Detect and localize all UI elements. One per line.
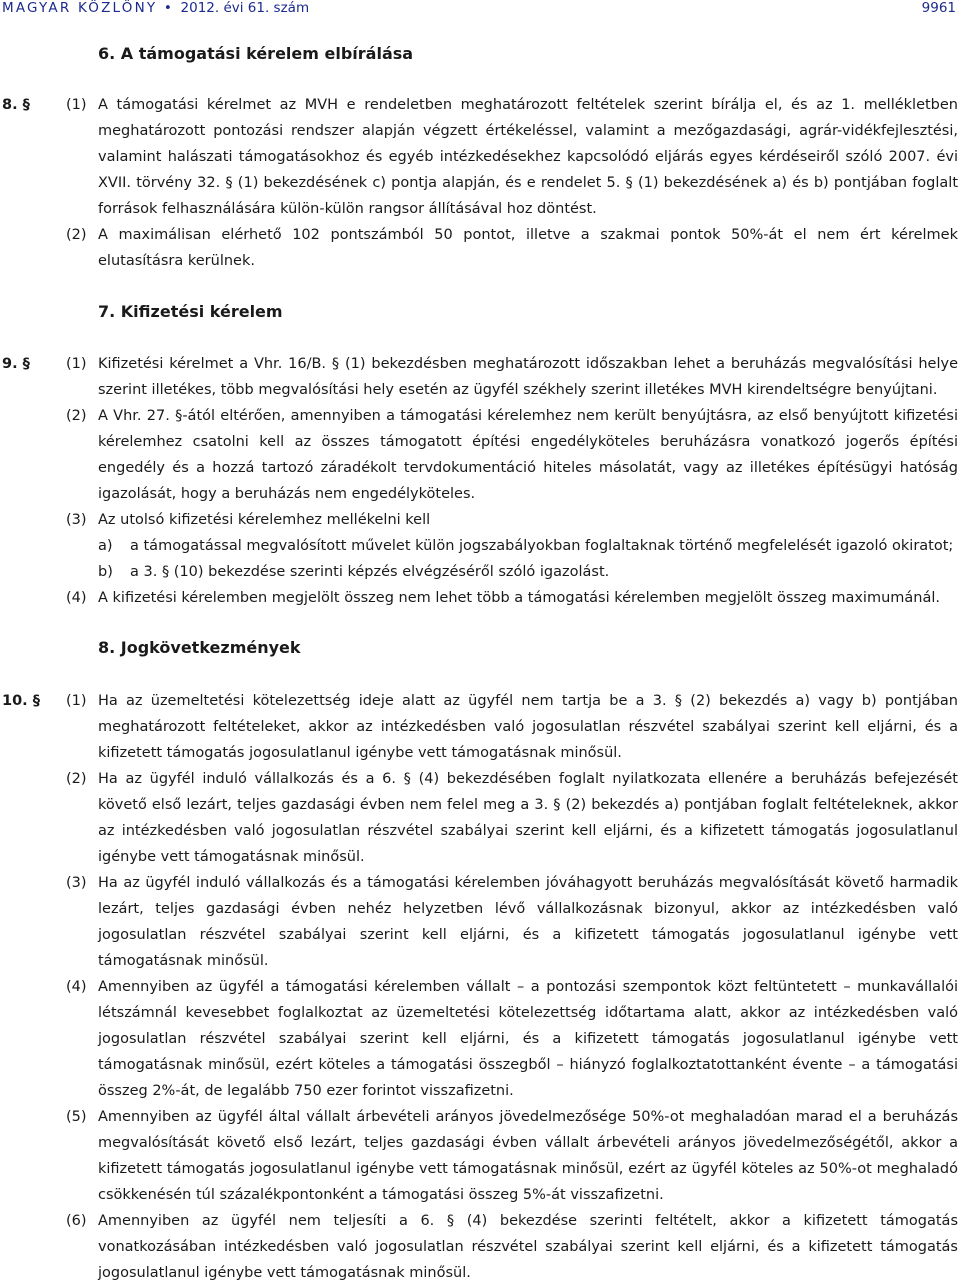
running-header — [2, 0, 309, 16]
paragraph-9-1-text: Kifizetési kérelmet a Vhr. 16/B. § (1) bekezdésben meghatározott időszakban lehet a beruházás megvalósítási helye szerint illetékes, több megvalósítási hely esetén az ügyfél székhely szerint illetékes MVH kirendeltségre benyújtani. — [98, 356, 958, 398]
list-item-a-text: a támogatással megvalósított művelet külön jogszabályokban foglaltaknak történő megfelelését igazoló okiratot; — [130, 538, 954, 554]
subsection-number: (3) — [66, 512, 87, 528]
section-title-6: 6. A támogatási kérelem elbírálása — [98, 44, 414, 63]
paragraph-number-8: 8. § — [2, 97, 30, 113]
subsection-number: (6) — [66, 1213, 87, 1229]
paragraph-number-10: 10. § — [2, 693, 40, 709]
subsection-number: (4) — [66, 979, 87, 995]
paragraph-9-2-text: A Vhr. 27. §-ától eltérően, amennyiben a támogatási kérelemhez nem került benyújtásra, az első benyújtott kifizetési kérelemhez csatolni kell az összes támogatott építési engedélyköteles beruházásra vonatkozó jogerős építési engedély és a hozzá tartozó záradékolt tervdokumentáció hiteles másolatát, vagy az illetékes építésügyi hatóság igazolását, hogy a beruházás nem engedélyköteles. — [98, 408, 958, 502]
section-title-8: 8. Jogkövetkezmények — [98, 638, 301, 657]
journal-title: MAGYAR KÖZLÖNY — [2, 0, 158, 16]
paragraph-8-2-text: A maximálisan elérhető 102 pontszámból 50 pontot, illetve a szakmai pontok 50%-át el nem ért kérelmek elutasításra kerülnek. — [98, 227, 958, 269]
list-item-b-text: a 3. § (10) bekezdése szerinti képzés elvégzéséről szóló igazolást. — [130, 564, 610, 580]
paragraph-10-2-text: Ha az ügyfél induló vállalkozás és a 6. § (4) bekezdésében foglalt nyilatkozata ellenére a beruházás befejezését követő első lezárt, teljes gazdasági évben nem felel meg a 3. § (2) bekezdés a) pontjában foglalt feltételeknek, akkor az intézkedésben való jogosulatlan részvétel szabályai szerint kell eljárni, és a kifizetett támogatás jogosulatlanul igénybe vett támogatásnak minősül. — [98, 771, 958, 865]
paragraph-10-1-text: Ha az üzemeltetési kötelezettség ideje alatt az ügyfél nem tartja be a 3. § (2) bekezdés a) vagy b) pontjában meghatározott feltételeket, akkor az intézkedésben való jogosulatlan részvétel szabályai szerint kell eljárni, és a kifizetett támogatás jogosulatlanul igénybe vett támogatásnak minősül. — [98, 693, 958, 761]
subsection-number: (1) — [66, 693, 87, 709]
subsection-number: (5) — [66, 1109, 87, 1125]
issue-label: 2012. évi 61. szám — [180, 0, 310, 16]
paragraph-8-1-text: A támogatási kérelmet az MVH e rendeletben meghatározott feltételek szerint bírálja el, és az 1. mellékletben meghatározott pontozási rendszer alapján végzett értékeléssel, valamint a mezőgazdasági, agrár-vidékfejlesztési, valamint halászati támogatásokhoz és egyéb intézkedésekhez kapcsolódó eljárás egyes kérdéseiről szóló 2007. évi XVII. törvény 32. § (1) bekezdésének c) pontja alapján, és e rendelet 5. § (1) bekezdésének a) és b) pontjában foglalt források felhasználására külön-külön rangsor állításával hoz döntést. — [98, 97, 958, 217]
paragraph-9-4-text: A kifizetési kérelemben megjelölt összeg nem lehet több a támogatási kérelemben megjelölt összeg maximumánál. — [98, 590, 940, 606]
paragraph-9-3-text: Az utolsó kifizetési kérelemhez mellékelni kell — [98, 512, 431, 528]
paragraph-10-6-text: Amennyiben az ügyfél nem teljesíti a 6. § (4) bekezdése szerinti feltételt, akkor a kifizetett támogatás vonatkozásában intézkedésben való jogosulatlan részvétel szabályai szerint kell eljárni, és a kifizetett támogatás jogosulatlanul igénybe vett támogatásnak minősül. — [98, 1213, 958, 1281]
subsection-number: (1) — [66, 356, 87, 372]
paragraph-10-5-text: Amennyiben az ügyfél által vállalt árbevételi arányos jövedelmezősége 50%-ot meghaladóan marad el a beruházás megvalósítását követő első lezárt, teljes gazdasági évben vállalt árbevételi arányos jövedelmezőségétől, akkor a kifizetett támogatás jogosulatlanul igénybe vett támogatásnak minősül, ezért az ügyfél köteles az 50%-ot meghaladó csökkenésén túl százalékpontonként a támogatási összeg 5%-át visszafizetni. — [98, 1109, 958, 1203]
paragraph-number-9: 9. § — [2, 356, 30, 372]
page-header — [0, 0, 960, 24]
subsection-number: (2) — [66, 408, 87, 424]
paragraph-10-4-text: Amennyiben az ügyfél a támogatási kérelemben vállalt – a pontozási szempontok közt feltüntetett – munkavállalói létszámnál kevesebbet foglalkoztat az üzemeltetési kötelezettség időtartama alatt, akkor az intézkedésben való jogosulatlan részvétel szabályai szerint kell eljárni, és a kifizetett támogatás jogosulatlanul igénybe vett támogatásnak minősül, ezért köteles a támogatási összegből – hiányzó foglalkoztatottanként évente – a támogatási összeg 2%-át, de legalább 750 ezer forintot visszafizetni. — [98, 979, 958, 1099]
list-item-label: b) — [98, 564, 113, 580]
subsection-number: (3) — [66, 875, 87, 891]
subsection-number: (1) — [66, 97, 87, 113]
section-title-7: 7. Kifizetési kérelem — [98, 302, 283, 321]
subsection-number: (4) — [66, 590, 87, 606]
page-number: 9961 — [921, 0, 956, 16]
subsection-number: (2) — [66, 771, 87, 787]
subsection-number: (2) — [66, 227, 87, 243]
paragraph-10-3-text: Ha az ügyfél induló vállalkozás és a támogatási kérelemben jóváhagyott beruházás megvalósítását követő harmadik lezárt, teljes gazdasági évben nehéz helyzetben lévő vállalkozásnak bizonyul, akkor az intézkedésben való jogosulatlan részvétel szabályai szerint kell eljárni, és a kifizetett támogatás jogosulatlanul igénybe vett támogatásnak minősül. — [98, 875, 958, 969]
bullet-separator: • — [163, 0, 175, 16]
list-item-label: a) — [98, 538, 113, 554]
